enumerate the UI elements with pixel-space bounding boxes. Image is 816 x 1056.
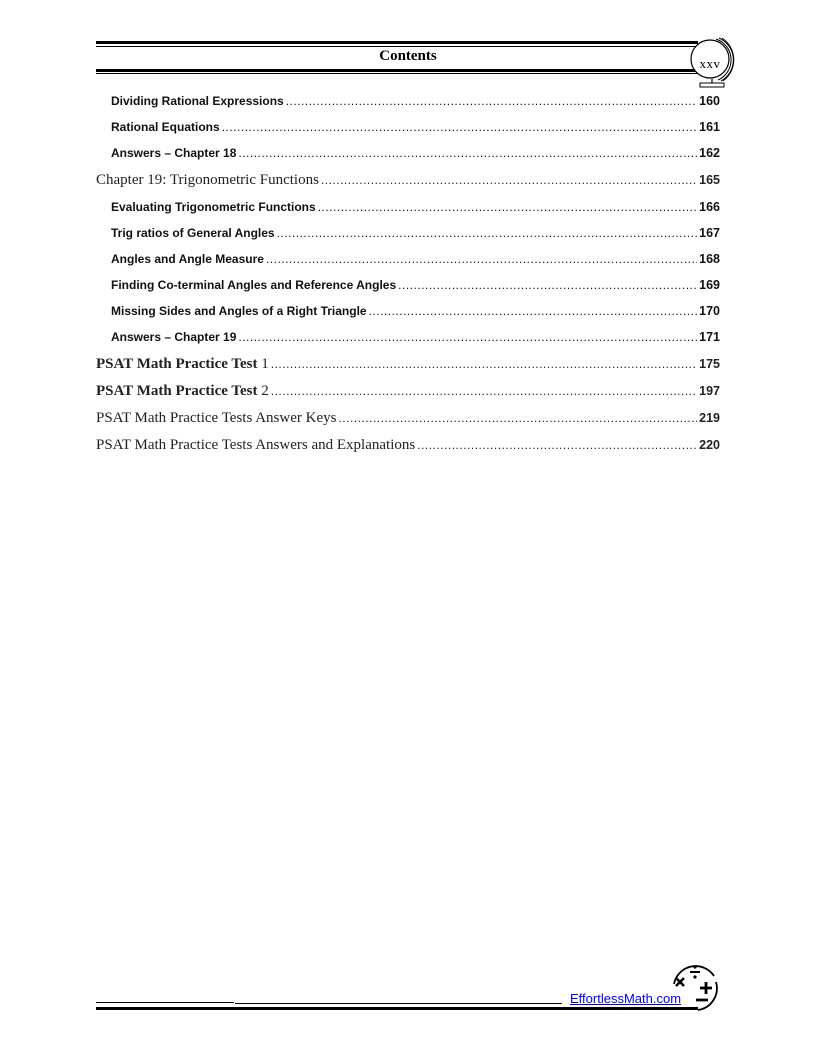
toc-entry[interactable] xyxy=(96,304,720,330)
dot-leader xyxy=(277,226,698,240)
header-rule-thick-bottom xyxy=(96,69,698,72)
dot-leader xyxy=(398,278,697,292)
globe-page-number-badge xyxy=(688,37,738,89)
toc-entry-label: Answers – Chapter 19 xyxy=(111,330,237,344)
toc-entry-page: 162 xyxy=(699,146,720,160)
page-number: xxv xyxy=(699,56,721,71)
toc-entry[interactable] xyxy=(96,120,720,146)
dot-leader xyxy=(238,330,697,344)
toc-entry-page: 160 xyxy=(699,94,720,108)
toc-entry[interactable] xyxy=(96,200,720,226)
toc-entry-label: Dividing Rational Expressions xyxy=(111,94,284,108)
toc-entry-label-bold: PSAT Math Practice Test xyxy=(96,356,258,372)
dot-leader xyxy=(271,357,697,371)
toc-chapter-entry[interactable] xyxy=(96,383,720,410)
toc-entry-page: 170 xyxy=(699,304,720,318)
toc-entry-label xyxy=(96,356,271,373)
header-rule-thin-top xyxy=(96,46,698,47)
toc-entry-page: 168 xyxy=(699,252,720,266)
toc-entry-label: PSAT Math Practice Tests Answer Keys xyxy=(96,410,337,426)
toc-entry-page: 166 xyxy=(699,200,720,214)
toc-entry-page: 165 xyxy=(699,173,720,187)
effortlessmath-link[interactable]: EffortlessMath.com xyxy=(570,991,682,1006)
page-title: Contents xyxy=(379,48,437,64)
toc-entry-label: Trig ratios of General Angles xyxy=(111,226,275,240)
toc-entry-page: 161 xyxy=(699,120,720,134)
toc-entry-page: 175 xyxy=(699,357,720,371)
toc-entry-page: 220 xyxy=(699,438,720,452)
header-rule-thick-top xyxy=(96,41,698,44)
footer-rule-thick xyxy=(96,1007,698,1010)
dot-leader xyxy=(238,146,697,160)
footer-rule-thin-left xyxy=(96,1002,234,1003)
toc-entry-page: 171 xyxy=(699,330,720,344)
toc-entry-label xyxy=(96,383,271,400)
toc-chapter-entry[interactable] xyxy=(96,356,720,383)
dot-leader xyxy=(266,252,697,266)
toc-entry-page: 167 xyxy=(699,226,720,240)
toc-entry-label-number: 2 xyxy=(257,383,269,399)
toc-entry-label: Angles and Angle Measure xyxy=(111,252,264,266)
toc-entry-label: Chapter 19: Trigonometric Functions xyxy=(96,172,319,188)
page-footer xyxy=(96,960,726,1020)
dot-leader xyxy=(369,304,698,318)
toc-entry-label-number: 1 xyxy=(257,356,269,372)
toc-entry-label: Finding Co-terminal Angles and Reference Angles xyxy=(111,278,397,292)
toc-entry-label-bold: PSAT Math Practice Test xyxy=(96,383,258,399)
dot-leader xyxy=(338,411,697,425)
toc-entry-page: 219 xyxy=(699,411,720,425)
toc-entry-label: PSAT Math Practice Tests Answers and Explanations xyxy=(96,437,416,453)
toc-entry[interactable] xyxy=(96,278,720,304)
toc-entry-label: Missing Sides and Angles of a Right Triangle xyxy=(111,304,367,318)
toc-entry[interactable] xyxy=(96,330,720,356)
dot-leader xyxy=(318,200,697,214)
dot-leader xyxy=(417,438,697,452)
toc-entry-page: 197 xyxy=(699,384,720,398)
toc-entry-label: Rational Equations xyxy=(111,120,220,134)
toc-entry[interactable] xyxy=(96,252,720,278)
dot-leader xyxy=(271,384,697,398)
toc-entry-label: Answers – Chapter 18 xyxy=(111,146,237,160)
toc-entry[interactable] xyxy=(96,94,720,120)
toc-entry[interactable] xyxy=(96,146,720,172)
toc-entry-page: 169 xyxy=(699,278,720,292)
toc-entry[interactable] xyxy=(96,226,720,252)
dot-leader xyxy=(321,173,697,187)
dot-leader xyxy=(286,94,697,108)
dot-leader xyxy=(222,120,697,134)
toc-entry-label: Evaluating Trigonometric Functions xyxy=(111,200,316,214)
toc-chapter-entry[interactable] xyxy=(96,172,720,200)
footer-rule-thin-middle xyxy=(235,1003,562,1004)
table-of-contents xyxy=(96,94,720,464)
page-header xyxy=(96,41,698,74)
toc-chapter-entry[interactable] xyxy=(96,410,720,437)
header-rule-thin-bottom xyxy=(96,73,698,74)
toc-chapter-entry[interactable] xyxy=(96,437,720,464)
math-operators-logo-icon xyxy=(668,962,724,1014)
